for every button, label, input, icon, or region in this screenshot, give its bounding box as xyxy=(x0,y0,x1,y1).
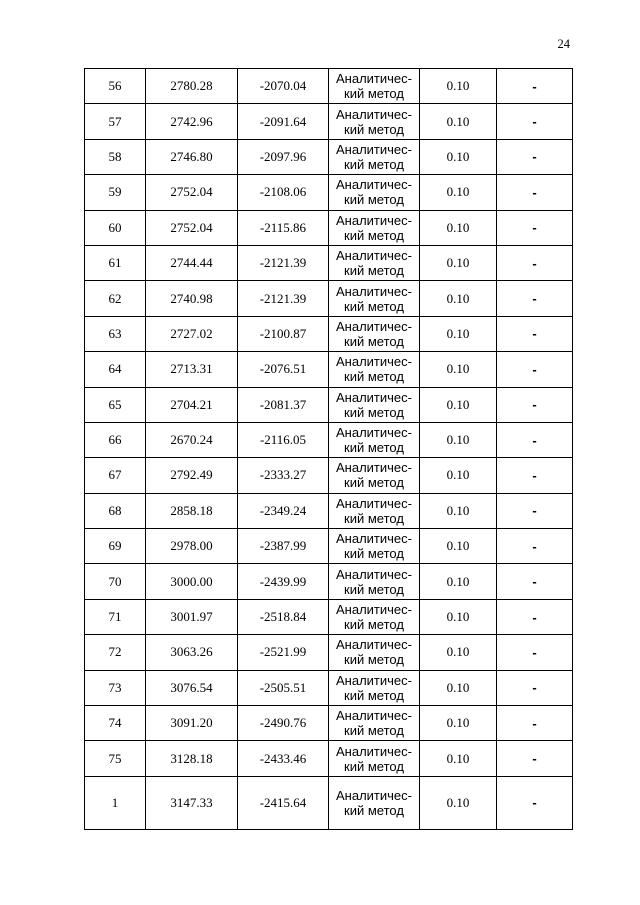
method-text-line-2: кий метод xyxy=(344,369,404,385)
table-row xyxy=(85,493,573,528)
note-cell: - xyxy=(497,706,573,741)
x-coordinate-cell: 2746.80 xyxy=(146,139,238,174)
note-cell: - xyxy=(497,352,573,387)
method-text-line-1: Аналитичес- xyxy=(336,389,412,405)
y-coordinate-cell: -2521.99 xyxy=(238,635,329,670)
point-number-cell: 70 xyxy=(85,564,146,599)
point-number-cell: 67 xyxy=(85,458,146,493)
accuracy-cell: 0.10 xyxy=(420,564,497,599)
accuracy-cell: 0.10 xyxy=(420,635,497,670)
point-number-cell: 69 xyxy=(85,529,146,564)
method-text-line-1: Аналитичес- xyxy=(336,212,412,228)
method-text-line-1: Аналитичес- xyxy=(336,425,412,441)
x-coordinate-cell: 2744.44 xyxy=(146,245,238,280)
x-coordinate-cell: 2978.00 xyxy=(146,529,238,564)
method-cell xyxy=(329,422,420,457)
method-cell xyxy=(329,245,420,280)
y-coordinate-cell: -2100.87 xyxy=(238,316,329,351)
accuracy-cell: 0.10 xyxy=(420,175,497,210)
method-cell xyxy=(329,210,420,245)
x-coordinate-cell: 2858.18 xyxy=(146,493,238,528)
x-coordinate-cell: 2752.04 xyxy=(146,210,238,245)
method-text-line-1: Аналитичес- xyxy=(336,318,412,334)
note-cell: - xyxy=(497,776,573,829)
method-cell xyxy=(329,139,420,174)
method-cell xyxy=(329,529,420,564)
accuracy-cell: 0.10 xyxy=(420,69,497,104)
method-text-line-1: Аналитичес- xyxy=(336,71,412,87)
accuracy-cell: 0.10 xyxy=(420,139,497,174)
y-coordinate-cell: -2121.39 xyxy=(238,245,329,280)
method-text-line-1: Аналитичес- xyxy=(336,787,412,803)
y-coordinate-cell: -2415.64 xyxy=(238,776,329,829)
accuracy-cell: 0.10 xyxy=(420,422,497,457)
method-cell xyxy=(329,458,420,493)
point-number-cell: 75 xyxy=(85,741,146,776)
method-text-line-1: Аналитичес- xyxy=(336,354,412,370)
table-row xyxy=(85,175,573,210)
method-text-line-2: кий метод xyxy=(344,802,404,818)
method-cell xyxy=(329,635,420,670)
y-coordinate-cell: -2387.99 xyxy=(238,529,329,564)
table-row xyxy=(85,776,573,829)
point-number-cell: 62 xyxy=(85,281,146,316)
method-text-line-1: Аналитичес- xyxy=(336,141,412,157)
point-number-cell: 64 xyxy=(85,352,146,387)
accuracy-cell: 0.10 xyxy=(420,387,497,422)
point-number-cell: 61 xyxy=(85,245,146,280)
accuracy-cell: 0.10 xyxy=(420,741,497,776)
table-row xyxy=(85,529,573,564)
point-number-cell: 68 xyxy=(85,493,146,528)
table-row xyxy=(85,387,573,422)
y-coordinate-cell: -2097.96 xyxy=(238,139,329,174)
method-text-line-2: кий метод xyxy=(344,333,404,349)
point-number-cell: 63 xyxy=(85,316,146,351)
method-text-line-2: кий метод xyxy=(344,510,404,526)
table-row xyxy=(85,139,573,174)
note-cell: - xyxy=(497,387,573,422)
y-coordinate-cell: -2116.05 xyxy=(238,422,329,457)
point-number-cell: 72 xyxy=(85,635,146,670)
method-text-line-2: кий метод xyxy=(344,475,404,491)
note-cell: - xyxy=(497,245,573,280)
method-text-line-2: кий метод xyxy=(344,156,404,172)
note-cell: - xyxy=(497,316,573,351)
y-coordinate-cell: -2115.86 xyxy=(238,210,329,245)
point-number-cell: 56 xyxy=(85,69,146,104)
x-coordinate-cell: 2780.28 xyxy=(146,69,238,104)
x-coordinate-cell: 2752.04 xyxy=(146,175,238,210)
y-coordinate-cell: -2433.46 xyxy=(238,741,329,776)
note-cell: - xyxy=(497,564,573,599)
method-text-line-2: кий метод xyxy=(344,581,404,597)
table-row xyxy=(85,422,573,457)
method-cell xyxy=(329,741,420,776)
method-text-line-2: кий метод xyxy=(344,263,404,279)
method-text-line-1: Аналитичес- xyxy=(336,566,412,582)
accuracy-cell: 0.10 xyxy=(420,316,497,351)
table-row xyxy=(85,706,573,741)
x-coordinate-cell: 2704.21 xyxy=(146,387,238,422)
y-coordinate-cell: -2490.76 xyxy=(238,706,329,741)
method-text-line-2: кий метод xyxy=(344,546,404,562)
method-text-line-2: кий метод xyxy=(344,298,404,314)
point-number-cell: 58 xyxy=(85,139,146,174)
accuracy-cell: 0.10 xyxy=(420,670,497,705)
x-coordinate-cell: 3076.54 xyxy=(146,670,238,705)
note-cell: - xyxy=(497,635,573,670)
x-coordinate-cell: 3000.00 xyxy=(146,564,238,599)
note-cell: - xyxy=(497,493,573,528)
point-number-cell: 73 xyxy=(85,670,146,705)
method-text-line-2: кий метод xyxy=(344,652,404,668)
accuracy-cell: 0.10 xyxy=(420,245,497,280)
method-text-line-2: кий метод xyxy=(344,617,404,633)
method-cell xyxy=(329,670,420,705)
table-row xyxy=(85,245,573,280)
y-coordinate-cell: -2091.64 xyxy=(238,104,329,139)
accuracy-cell: 0.10 xyxy=(420,352,497,387)
method-text-line-1: Аналитичес- xyxy=(336,106,412,122)
y-coordinate-cell: -2121.39 xyxy=(238,281,329,316)
method-text-line-1: Аналитичес- xyxy=(336,495,412,511)
method-cell xyxy=(329,599,420,634)
method-text-line-1: Аналитичес- xyxy=(336,672,412,688)
x-coordinate-cell: 2670.24 xyxy=(146,422,238,457)
note-cell: - xyxy=(497,104,573,139)
page-number: 24 xyxy=(557,37,570,51)
method-cell xyxy=(329,776,420,829)
y-coordinate-cell: -2518.84 xyxy=(238,599,329,634)
accuracy-cell: 0.10 xyxy=(420,706,497,741)
note-cell: - xyxy=(497,741,573,776)
method-cell xyxy=(329,352,420,387)
x-coordinate-cell: 2792.49 xyxy=(146,458,238,493)
note-cell: - xyxy=(497,599,573,634)
y-coordinate-cell: -2081.37 xyxy=(238,387,329,422)
y-coordinate-cell: -2070.04 xyxy=(238,69,329,104)
table-row xyxy=(85,599,573,634)
y-coordinate-cell: -2439.99 xyxy=(238,564,329,599)
y-coordinate-cell: -2108.06 xyxy=(238,175,329,210)
method-text-line-1: Аналитичес- xyxy=(336,283,412,299)
point-number-cell: 57 xyxy=(85,104,146,139)
method-text-line-1: Аналитичес- xyxy=(336,743,412,759)
note-cell: - xyxy=(497,529,573,564)
method-text-line-1: Аналитичес- xyxy=(336,460,412,476)
point-number-cell: 59 xyxy=(85,175,146,210)
table-row xyxy=(85,69,573,104)
method-text-line-2: кий метод xyxy=(344,440,404,456)
x-coordinate-cell: 3147.33 xyxy=(146,776,238,829)
y-coordinate-cell: -2333.27 xyxy=(238,458,329,493)
coordinates-table xyxy=(84,68,573,830)
note-cell: - xyxy=(497,210,573,245)
point-number-cell: 74 xyxy=(85,706,146,741)
method-text-line-2: кий метод xyxy=(344,758,404,774)
note-cell: - xyxy=(497,670,573,705)
point-number-cell: 66 xyxy=(85,422,146,457)
method-text-line-2: кий метод xyxy=(344,404,404,420)
table-body xyxy=(85,69,573,830)
table-row xyxy=(85,564,573,599)
accuracy-cell: 0.10 xyxy=(420,104,497,139)
y-coordinate-cell: -2076.51 xyxy=(238,352,329,387)
x-coordinate-cell: 2742.96 xyxy=(146,104,238,139)
note-cell: - xyxy=(497,422,573,457)
accuracy-cell: 0.10 xyxy=(420,529,497,564)
x-coordinate-cell: 3091.20 xyxy=(146,706,238,741)
method-cell xyxy=(329,706,420,741)
method-cell xyxy=(329,104,420,139)
point-number-cell: 60 xyxy=(85,210,146,245)
method-text-line-2: кий метод xyxy=(344,687,404,703)
method-text-line-1: Аналитичес- xyxy=(336,177,412,193)
accuracy-cell: 0.10 xyxy=(420,281,497,316)
note-cell: - xyxy=(497,458,573,493)
note-cell: - xyxy=(497,139,573,174)
table-row xyxy=(85,281,573,316)
x-coordinate-cell: 2740.98 xyxy=(146,281,238,316)
method-text-line-1: Аналитичес- xyxy=(336,708,412,724)
note-cell: - xyxy=(497,281,573,316)
note-cell: - xyxy=(497,175,573,210)
method-text-line-1: Аналитичес- xyxy=(336,531,412,547)
method-text-line-2: кий метод xyxy=(344,86,404,102)
point-number-cell: 1 xyxy=(85,776,146,829)
method-cell xyxy=(329,493,420,528)
method-cell xyxy=(329,316,420,351)
method-cell xyxy=(329,387,420,422)
table-row xyxy=(85,670,573,705)
method-cell xyxy=(329,281,420,316)
point-number-cell: 65 xyxy=(85,387,146,422)
accuracy-cell: 0.10 xyxy=(420,776,497,829)
accuracy-cell: 0.10 xyxy=(420,493,497,528)
x-coordinate-cell: 2713.31 xyxy=(146,352,238,387)
point-number-cell: 71 xyxy=(85,599,146,634)
accuracy-cell: 0.10 xyxy=(420,210,497,245)
method-text-line-1: Аналитичес- xyxy=(336,602,412,618)
table-row xyxy=(85,210,573,245)
accuracy-cell: 0.10 xyxy=(420,458,497,493)
method-cell xyxy=(329,175,420,210)
accuracy-cell: 0.10 xyxy=(420,599,497,634)
method-cell xyxy=(329,69,420,104)
y-coordinate-cell: -2505.51 xyxy=(238,670,329,705)
table-row xyxy=(85,352,573,387)
method-text-line-1: Аналитичес- xyxy=(336,248,412,264)
y-coordinate-cell: -2349.24 xyxy=(238,493,329,528)
note-cell: - xyxy=(497,69,573,104)
x-coordinate-cell: 3128.18 xyxy=(146,741,238,776)
method-text-line-2: кий метод xyxy=(344,121,404,137)
table-row xyxy=(85,316,573,351)
method-text-line-1: Аналитичес- xyxy=(336,637,412,653)
table-row xyxy=(85,635,573,670)
method-text-line-2: кий метод xyxy=(344,192,404,208)
table-row xyxy=(85,458,573,493)
x-coordinate-cell: 3001.97 xyxy=(146,599,238,634)
method-text-line-2: кий метод xyxy=(344,227,404,243)
method-cell xyxy=(329,564,420,599)
method-text-line-2: кий метод xyxy=(344,723,404,739)
x-coordinate-cell: 3063.26 xyxy=(146,635,238,670)
x-coordinate-cell: 2727.02 xyxy=(146,316,238,351)
table-row xyxy=(85,104,573,139)
table-row xyxy=(85,741,573,776)
